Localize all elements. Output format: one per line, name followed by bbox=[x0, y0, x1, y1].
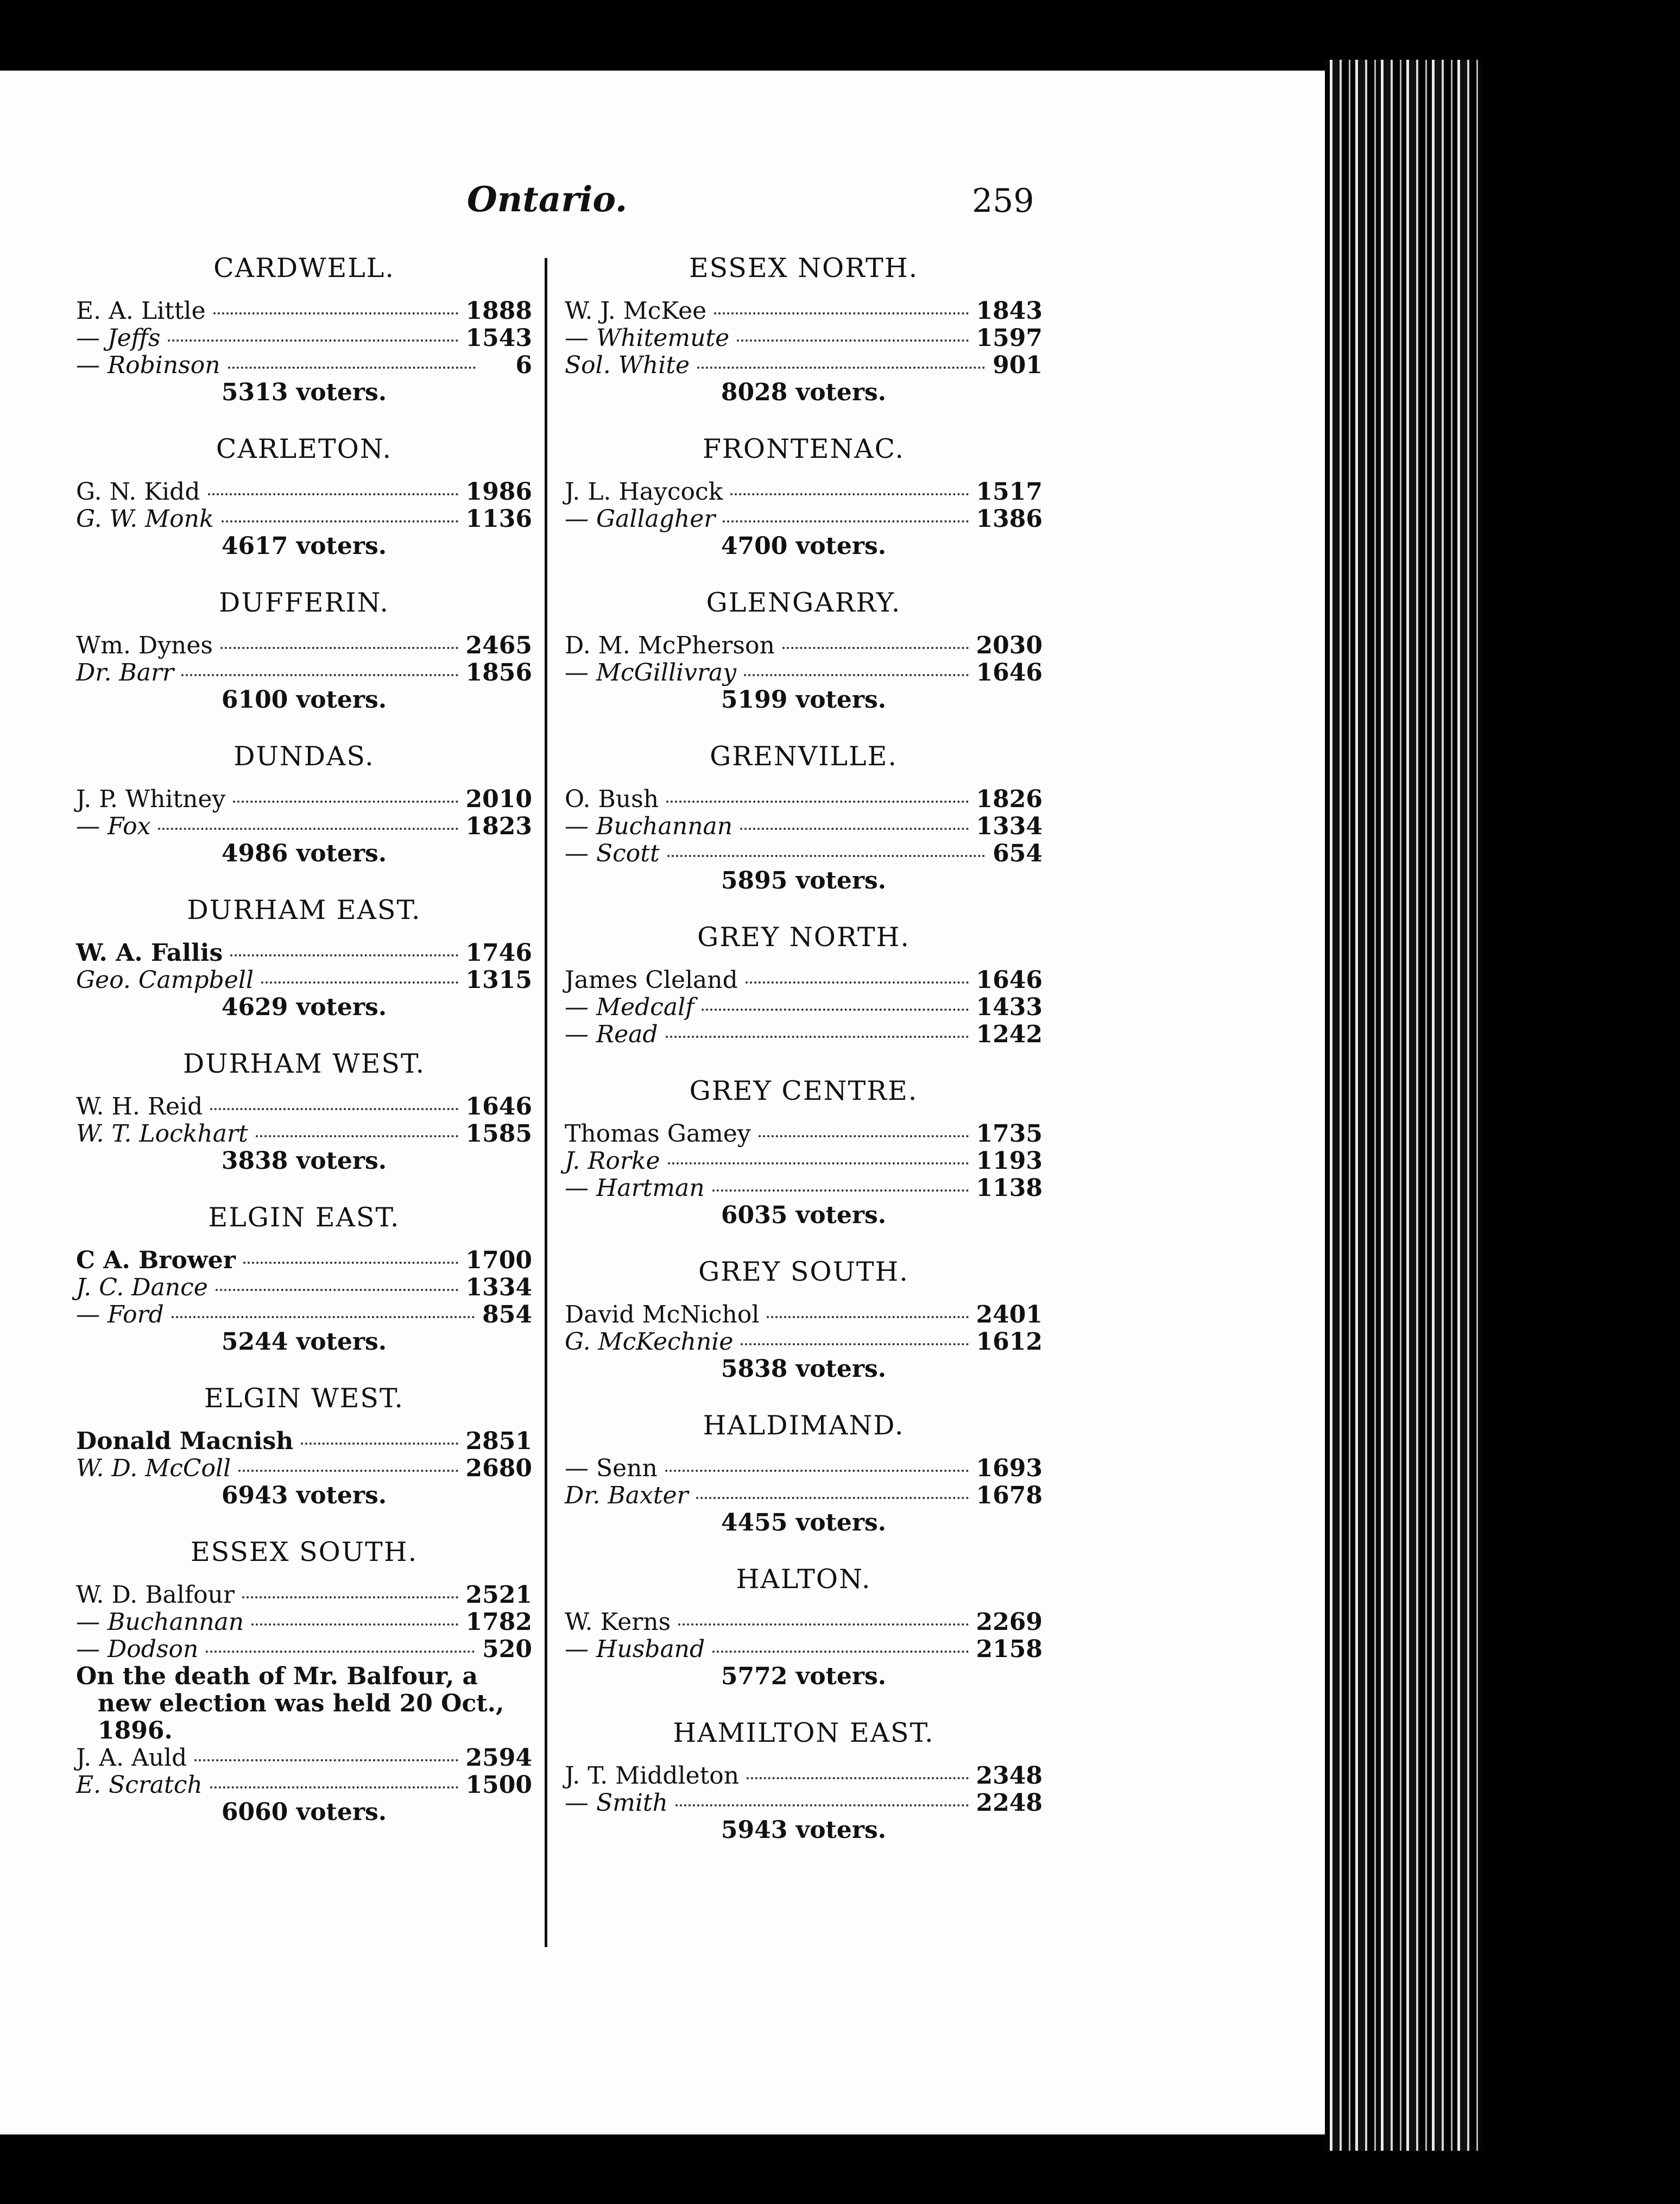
candidate-name: E. Scratch bbox=[76, 1771, 203, 1799]
constituency-section bbox=[565, 922, 1043, 1048]
page-number: 259 bbox=[972, 182, 1034, 220]
dot-leader bbox=[723, 520, 968, 522]
candidate-row bbox=[76, 1120, 532, 1148]
candidate-name: James Cleland bbox=[565, 966, 738, 994]
vote-count: 1193 bbox=[976, 1147, 1043, 1175]
vote-count: 2248 bbox=[976, 1789, 1043, 1817]
candidate-row bbox=[76, 506, 532, 533]
dot-leader bbox=[206, 1651, 475, 1653]
constituency-section bbox=[565, 741, 1043, 895]
candidate-row bbox=[565, 813, 1043, 840]
candidate-name: Dr. Baxter bbox=[565, 1482, 689, 1509]
dot-leader bbox=[251, 1623, 458, 1626]
vote-count: 1646 bbox=[976, 966, 1043, 994]
candidate-name: W. J. McKee bbox=[565, 297, 707, 325]
candidate-name: — Husband bbox=[565, 1635, 705, 1663]
candidate-row bbox=[565, 325, 1043, 352]
candidate-name: E. A. Little bbox=[76, 297, 206, 325]
constituency-name: GREY CENTRE. bbox=[689, 1075, 918, 1106]
vote-count: 2158 bbox=[976, 1635, 1043, 1663]
constituency-name: HALDIMAND. bbox=[703, 1410, 905, 1441]
candidate-name: — Fox bbox=[76, 813, 151, 840]
constituency-section bbox=[565, 1256, 1043, 1383]
voters-total: 8028 voters. bbox=[721, 379, 887, 406]
candidate-row bbox=[565, 478, 1043, 506]
vote-count: 1597 bbox=[976, 324, 1043, 352]
constituency-name: GLENGARRY. bbox=[706, 587, 901, 618]
dot-leader bbox=[210, 1108, 458, 1110]
candidate-name: — Scott bbox=[565, 840, 660, 867]
vote-count: 1386 bbox=[976, 505, 1043, 533]
constituency-section bbox=[565, 253, 1043, 406]
candidate-row bbox=[565, 967, 1043, 994]
dot-leader bbox=[158, 828, 458, 830]
candidate-row bbox=[76, 1274, 532, 1301]
candidate-name: C A. Brower bbox=[76, 1246, 236, 1274]
vote-count: 2851 bbox=[465, 1427, 532, 1455]
candidate-name: — Whitemute bbox=[565, 324, 730, 352]
constituency-section bbox=[76, 895, 532, 1021]
constituency-section bbox=[76, 253, 532, 406]
constituency-name: ESSEX NORTH. bbox=[689, 253, 919, 284]
candidate-row bbox=[565, 840, 1043, 867]
election-note: On the death of Mr. Balfour, a new election was held 20 Oct., 1896. bbox=[76, 1663, 504, 1745]
constituency-name: ESSEX SOUTH. bbox=[190, 1536, 418, 1567]
vote-count: 1646 bbox=[465, 1093, 532, 1120]
dot-leader bbox=[678, 1623, 968, 1626]
candidate-row bbox=[565, 1790, 1043, 1817]
constituency-section bbox=[565, 587, 1043, 714]
candidate-row bbox=[76, 967, 532, 994]
voters-total: 4455 voters. bbox=[721, 1509, 887, 1536]
candidate-name: W. D. Balfour bbox=[76, 1581, 235, 1609]
constituency-section bbox=[76, 741, 532, 867]
voters-total: 4617 voters. bbox=[221, 532, 387, 560]
dot-leader bbox=[222, 520, 458, 522]
candidate-name: — McGillivray bbox=[565, 659, 737, 687]
dot-leader bbox=[230, 954, 458, 956]
candidate-row bbox=[76, 1455, 532, 1482]
vote-count: 1242 bbox=[976, 1021, 1043, 1048]
vote-count: 1334 bbox=[976, 813, 1043, 840]
candidate-name: — Ford bbox=[76, 1301, 164, 1328]
voters-total: 5772 voters. bbox=[721, 1663, 887, 1690]
candidate-name: D. M. McPherson bbox=[565, 632, 775, 659]
vote-count: 1735 bbox=[976, 1120, 1043, 1148]
constituency-section bbox=[76, 1536, 532, 1826]
voters-total: 6060 voters. bbox=[221, 1798, 387, 1826]
candidate-name: — Robinson bbox=[76, 351, 220, 379]
dot-leader bbox=[730, 493, 968, 495]
vote-count: 1843 bbox=[976, 297, 1043, 325]
voters-total: 5244 voters. bbox=[221, 1328, 387, 1356]
candidate-name: J. T. Middleton bbox=[565, 1762, 740, 1790]
dot-leader bbox=[168, 339, 458, 342]
candidate-name: J. C. Dance bbox=[76, 1274, 208, 1301]
left-column bbox=[76, 253, 532, 1826]
constituency-section bbox=[76, 587, 532, 714]
dot-leader bbox=[665, 1470, 969, 1472]
constituency-section bbox=[565, 433, 1043, 560]
vote-count: 2348 bbox=[976, 1762, 1043, 1790]
voters-total: 3838 voters. bbox=[221, 1147, 387, 1175]
vote-count: 2010 bbox=[465, 785, 532, 813]
column-divider bbox=[545, 258, 547, 1947]
constituency-section bbox=[76, 1048, 532, 1175]
dot-leader bbox=[301, 1443, 458, 1445]
vote-count: 2594 bbox=[465, 1744, 532, 1772]
constituency-section bbox=[76, 1383, 532, 1509]
dot-leader bbox=[256, 1135, 458, 1137]
candidate-row bbox=[565, 632, 1043, 659]
candidate-row bbox=[76, 1247, 532, 1274]
vote-count: 1823 bbox=[465, 813, 532, 840]
candidate-row bbox=[76, 1609, 532, 1636]
dot-leader bbox=[744, 674, 968, 676]
candidate-row bbox=[565, 1175, 1043, 1202]
vote-count: 1500 bbox=[465, 1771, 532, 1799]
candidate-row bbox=[76, 325, 532, 352]
candidate-row bbox=[565, 1609, 1043, 1636]
candidate-row bbox=[565, 786, 1043, 813]
vote-count: 2030 bbox=[976, 632, 1043, 659]
candidate-name: G. W. Monk bbox=[76, 505, 214, 533]
book-page-edge bbox=[1325, 60, 1482, 2151]
candidate-row bbox=[76, 940, 532, 967]
candidate-row bbox=[76, 632, 532, 659]
vote-count: 654 bbox=[993, 840, 1043, 867]
candidate-name: W. Kerns bbox=[565, 1608, 671, 1636]
candidate-row bbox=[565, 659, 1043, 687]
vote-count: 520 bbox=[482, 1635, 532, 1663]
dot-leader bbox=[668, 1162, 969, 1164]
candidate-name: David McNichol bbox=[565, 1301, 760, 1328]
constituency-name: HALTON. bbox=[736, 1564, 871, 1595]
dot-leader bbox=[172, 1316, 475, 1318]
candidate-name: J. P. Whitney bbox=[76, 785, 226, 813]
candidate-row bbox=[565, 1636, 1043, 1663]
candidate-row bbox=[565, 994, 1043, 1021]
candidate-name: — Medcalf bbox=[565, 993, 694, 1021]
vote-count: 1138 bbox=[976, 1174, 1043, 1202]
dot-leader bbox=[697, 367, 985, 369]
candidate-row bbox=[565, 1482, 1043, 1509]
vote-count: 1826 bbox=[976, 785, 1043, 813]
constituency-name: DURHAM EAST. bbox=[187, 895, 421, 925]
dot-leader bbox=[741, 1343, 968, 1345]
vote-count: 2521 bbox=[465, 1581, 532, 1609]
vote-count: 1334 bbox=[465, 1274, 532, 1301]
voters-total: 6035 voters. bbox=[721, 1201, 887, 1229]
vote-count: 1612 bbox=[976, 1328, 1043, 1356]
candidate-row bbox=[76, 1093, 532, 1120]
constituency-name: DURHAM WEST. bbox=[182, 1048, 426, 1079]
constituency-name: CARLETON. bbox=[216, 433, 393, 464]
constituency-section bbox=[76, 433, 532, 560]
constituency-name: DUNDAS. bbox=[233, 741, 375, 772]
voters-total: 6100 voters. bbox=[221, 686, 387, 714]
candidate-row bbox=[76, 298, 532, 325]
candidate-name: J. A. Auld bbox=[76, 1744, 187, 1772]
dot-leader bbox=[181, 674, 458, 676]
vote-count: 1700 bbox=[465, 1246, 532, 1274]
dot-leader bbox=[220, 647, 458, 649]
dot-leader bbox=[712, 1189, 969, 1192]
candidate-row bbox=[76, 1745, 532, 1772]
candidate-row bbox=[565, 298, 1043, 325]
candidate-name: G. McKechnie bbox=[565, 1328, 734, 1356]
dot-leader bbox=[243, 1262, 458, 1264]
dot-leader bbox=[712, 1651, 968, 1653]
candidate-name: Dr. Barr bbox=[76, 659, 174, 687]
candidate-row bbox=[76, 478, 532, 506]
voters-total: 5838 voters. bbox=[721, 1355, 887, 1383]
voters-total: 5313 voters. bbox=[221, 379, 387, 406]
voters-total: 5895 voters. bbox=[721, 867, 887, 895]
right-column bbox=[565, 253, 1043, 1844]
candidate-row bbox=[565, 506, 1043, 533]
candidate-name: W. D. McColl bbox=[76, 1454, 231, 1482]
vote-count: 1646 bbox=[976, 659, 1043, 687]
candidate-name: W. H. Reid bbox=[76, 1093, 203, 1120]
constituency-section bbox=[76, 1202, 532, 1356]
constituency-name: ELGIN WEST. bbox=[204, 1383, 404, 1414]
candidate-row bbox=[76, 659, 532, 687]
dot-leader bbox=[737, 339, 968, 342]
dot-leader bbox=[261, 981, 458, 984]
candidate-row bbox=[76, 1582, 532, 1609]
dot-leader bbox=[702, 1009, 968, 1011]
candidate-row bbox=[565, 1301, 1043, 1328]
vote-count: 2401 bbox=[976, 1301, 1043, 1328]
constituency-section bbox=[565, 1564, 1043, 1690]
vote-count: 2269 bbox=[976, 1608, 1043, 1636]
candidate-name: Sol. White bbox=[565, 351, 690, 379]
dot-leader bbox=[675, 1804, 969, 1806]
candidate-row bbox=[565, 1021, 1043, 1048]
candidate-name: Wm. Dynes bbox=[76, 632, 213, 659]
candidate-name: W. A. Fallis bbox=[76, 939, 223, 967]
constituency-name: GREY NORTH. bbox=[697, 922, 910, 953]
constituency-name: GREY SOUTH. bbox=[698, 1256, 909, 1287]
vote-count: 901 bbox=[993, 351, 1043, 379]
dot-leader bbox=[740, 828, 968, 830]
dot-leader bbox=[666, 801, 968, 803]
candidate-row bbox=[565, 1762, 1043, 1790]
vote-count: 1746 bbox=[465, 939, 532, 967]
constituency-section bbox=[565, 1717, 1043, 1844]
candidate-row bbox=[565, 1120, 1043, 1148]
candidate-row bbox=[565, 1328, 1043, 1356]
voters-total: 4986 voters. bbox=[221, 840, 387, 867]
voters-total: 5199 voters. bbox=[721, 686, 887, 714]
constituency-name: GRENVILLE. bbox=[710, 741, 898, 772]
candidate-name: J. Rorke bbox=[565, 1147, 660, 1175]
candidate-name: — Dodson bbox=[76, 1635, 199, 1663]
candidate-name: — Smith bbox=[565, 1789, 668, 1817]
vote-count: 1693 bbox=[976, 1454, 1043, 1482]
candidate-name: Donald Macnish bbox=[76, 1427, 294, 1455]
candidate-row bbox=[76, 813, 532, 840]
candidate-row bbox=[76, 1301, 532, 1328]
candidate-name: W. T. Lockhart bbox=[76, 1120, 248, 1148]
vote-count: 1856 bbox=[465, 659, 532, 687]
vote-count: 2680 bbox=[465, 1454, 532, 1482]
vote-count: 1888 bbox=[465, 297, 532, 325]
constituency-name: CARDWELL. bbox=[213, 253, 395, 284]
vote-count: 1517 bbox=[976, 478, 1043, 506]
candidate-name: J. L. Haycock bbox=[565, 478, 723, 506]
vote-count: 1986 bbox=[465, 478, 532, 506]
candidate-row bbox=[565, 1148, 1043, 1175]
candidate-row bbox=[76, 1428, 532, 1455]
candidate-row bbox=[76, 352, 532, 379]
candidate-name: — Senn bbox=[565, 1454, 658, 1482]
constituency-section bbox=[565, 1075, 1043, 1229]
candidate-row bbox=[565, 352, 1043, 379]
vote-count: 854 bbox=[482, 1301, 532, 1328]
candidate-name: — Hartman bbox=[565, 1174, 705, 1202]
vote-count: 1543 bbox=[465, 324, 532, 352]
candidate-row bbox=[76, 1772, 532, 1799]
constituency-name: HAMILTON EAST. bbox=[673, 1717, 934, 1748]
candidate-name: Geo. Campbell bbox=[76, 966, 254, 994]
candidate-name: — Read bbox=[565, 1021, 658, 1048]
vote-count: 6 bbox=[515, 351, 532, 379]
vote-count: 1782 bbox=[465, 1608, 532, 1636]
voters-total: 4629 voters. bbox=[221, 993, 387, 1021]
constituency-section bbox=[565, 1410, 1043, 1536]
candidate-name: — Buchannan bbox=[565, 813, 733, 840]
dot-leader bbox=[696, 1497, 969, 1499]
dot-leader bbox=[208, 493, 458, 495]
candidate-row bbox=[565, 1455, 1043, 1482]
vote-count: 1678 bbox=[976, 1482, 1043, 1509]
candidate-name: — Gallagher bbox=[565, 505, 716, 533]
vote-count: 1315 bbox=[465, 966, 532, 994]
dot-leader bbox=[759, 1135, 969, 1137]
candidate-row bbox=[76, 1636, 532, 1663]
voters-total: 4700 voters. bbox=[721, 532, 887, 560]
dot-leader bbox=[746, 981, 969, 984]
dot-leader bbox=[714, 312, 968, 314]
constituency-name: ELGIN EAST. bbox=[208, 1202, 400, 1233]
candidate-row bbox=[76, 786, 532, 813]
constituency-name: FRONTENAC. bbox=[703, 433, 905, 464]
page-title: Ontario. bbox=[467, 179, 628, 220]
vote-count: 1136 bbox=[465, 505, 532, 533]
dot-leader bbox=[666, 1036, 969, 1038]
dot-leader bbox=[747, 1777, 968, 1779]
candidate-name: O. Bush bbox=[565, 785, 659, 813]
constituency-name: DUFFERIN. bbox=[219, 587, 389, 618]
dot-leader bbox=[767, 1316, 968, 1318]
dot-leader bbox=[213, 312, 458, 314]
candidate-name: — Jeffs bbox=[76, 324, 161, 352]
candidate-name: G. N. Kidd bbox=[76, 478, 200, 506]
voters-total: 6943 voters. bbox=[221, 1482, 387, 1509]
dot-leader bbox=[667, 855, 986, 857]
dot-leader bbox=[194, 1759, 458, 1761]
candidate-name: — Buchannan bbox=[76, 1608, 244, 1636]
voters-total: 5943 voters. bbox=[721, 1816, 887, 1844]
dot-leader bbox=[782, 647, 969, 649]
candidate-name: Thomas Gamey bbox=[565, 1120, 751, 1148]
dot-leader bbox=[238, 1470, 458, 1472]
dot-leader bbox=[216, 1289, 458, 1291]
dot-leader bbox=[242, 1596, 458, 1598]
dot-leader bbox=[228, 367, 476, 369]
vote-count: 1585 bbox=[465, 1120, 532, 1148]
vote-count: 2465 bbox=[465, 632, 532, 659]
vote-count: 1433 bbox=[976, 993, 1043, 1021]
dot-leader bbox=[210, 1786, 458, 1789]
dot-leader bbox=[233, 801, 458, 803]
